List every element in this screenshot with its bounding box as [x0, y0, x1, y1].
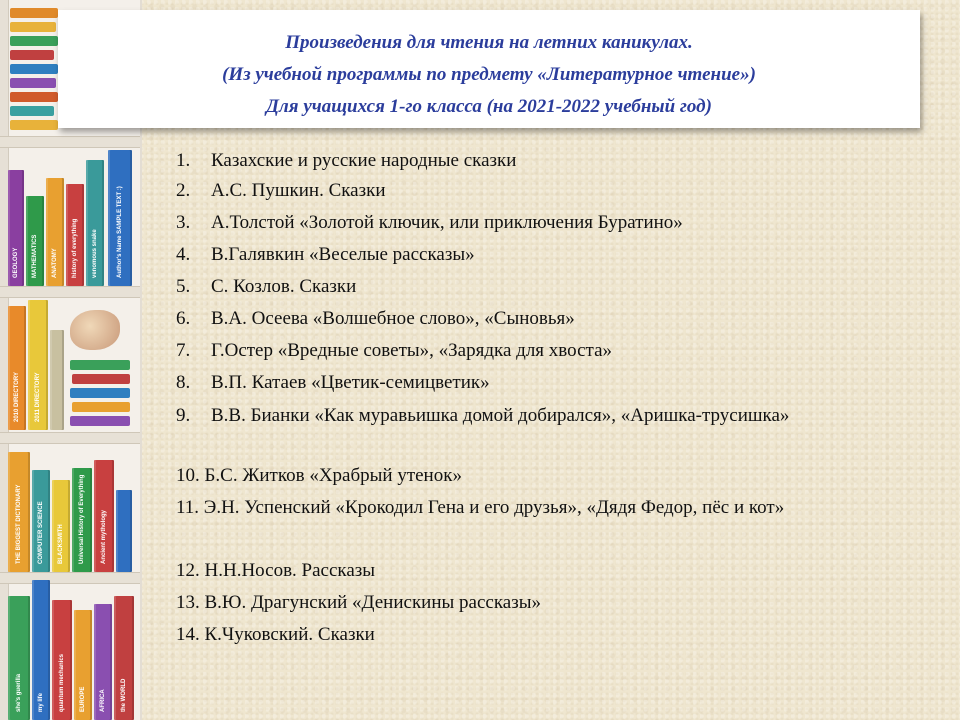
book-spine: COMPUTER SCIENCE — [32, 470, 50, 572]
list-item: 5. С. Козлов. Сказки — [176, 276, 357, 297]
shelf-plank — [0, 432, 140, 444]
book-spine — [116, 490, 132, 572]
shelf-plank — [0, 136, 140, 148]
list-item: 8. В.П. Катаев «Цветик-семицветик» — [176, 372, 490, 393]
book-spine: AFRICA — [94, 604, 112, 720]
book-spine: quantum mechanics — [52, 600, 72, 720]
book-spine: history of everything — [66, 184, 84, 286]
stacked-book — [10, 50, 54, 60]
list-item: 11. Э.Н. Успенский «Крокодил Гена и его друзья», «Дядя Федор, пёс и кот» — [176, 497, 785, 518]
stacked-book — [10, 36, 58, 46]
title-line-3: Для учащихся 1-го класса (на 2021-2022 учебный год) — [266, 96, 712, 117]
list-item: 7. Г.Остер «Вредные советы», «Зарядка для хвоста» — [176, 340, 613, 361]
list-item: 2. А.С. Пушкин. Сказки — [176, 180, 386, 201]
stacked-book — [10, 106, 54, 116]
stacked-book — [70, 416, 130, 426]
stacked-book — [10, 92, 58, 102]
book-spine: Ancient mythology — [94, 460, 114, 572]
book-spine: MATHEMATICS — [26, 196, 44, 286]
list-item: 6. В.А. Осеева «Волшебное слово», «Сыновья» — [176, 308, 575, 329]
list-item: 9. В.В. Бианки «Как муравьишка домой добирался», «Аришка-трусишка» — [176, 405, 790, 426]
book-spine: BLACKSMITH — [52, 480, 70, 572]
list-item: 12. Н.Н.Носов. Рассказы — [176, 560, 376, 581]
book-spine: my life — [32, 580, 50, 720]
stacked-book — [10, 8, 58, 18]
stacked-book — [10, 64, 58, 74]
shelf-plank — [0, 572, 140, 584]
stacked-book — [10, 120, 58, 130]
shelf-plank — [0, 286, 140, 298]
list-item: 10. Б.С. Житков «Храбрый утенок» — [176, 465, 462, 486]
list-item: 4. В.Галявкин «Веселые рассказы» — [176, 244, 475, 265]
stacked-book — [10, 22, 56, 32]
book-spine: GEOLOGY — [8, 170, 24, 286]
book-spine: Universal History of Everything — [72, 468, 92, 572]
stacked-book — [72, 402, 130, 412]
list-item: 3. А.Толстой «Золотой ключик, или приключения Буратино» — [176, 212, 683, 233]
book-spine: 2011 DIRECTORY — [28, 300, 48, 430]
title-banner — [58, 10, 920, 128]
book-spine: ANATOMY — [46, 178, 64, 286]
list-item: 13. В.Ю. Драгунский «Денискины рассказы» — [176, 592, 541, 613]
title-line-2: (Из учебной программы по предмету «Литературное чтение») — [222, 64, 756, 85]
book-spine: she's guerilla — [8, 596, 30, 720]
stacked-book — [10, 78, 56, 88]
book-spine — [50, 330, 64, 430]
title-line-1: Произведения для чтения на летних каникулах. — [285, 32, 693, 53]
list-item: 1. Казахские и русские народные сказки — [176, 150, 517, 171]
book-spine: the WORLD — [114, 596, 134, 720]
stacked-book — [72, 374, 130, 384]
book-spine: venomous snake — [86, 160, 104, 286]
book-spine: EUROPE — [74, 610, 92, 720]
book-spine: THE BIGGEST DICTIONARY — [8, 452, 30, 572]
book-spine: Author's Name SAMPLE TEXT :) — [108, 150, 132, 286]
stacked-book — [70, 388, 130, 398]
stacked-book — [70, 360, 130, 370]
book-spine: 2010 DIRECTORY — [8, 306, 26, 430]
list-item: 14. К.Чуковский. Сказки — [176, 624, 375, 645]
seashell-icon — [70, 310, 120, 350]
